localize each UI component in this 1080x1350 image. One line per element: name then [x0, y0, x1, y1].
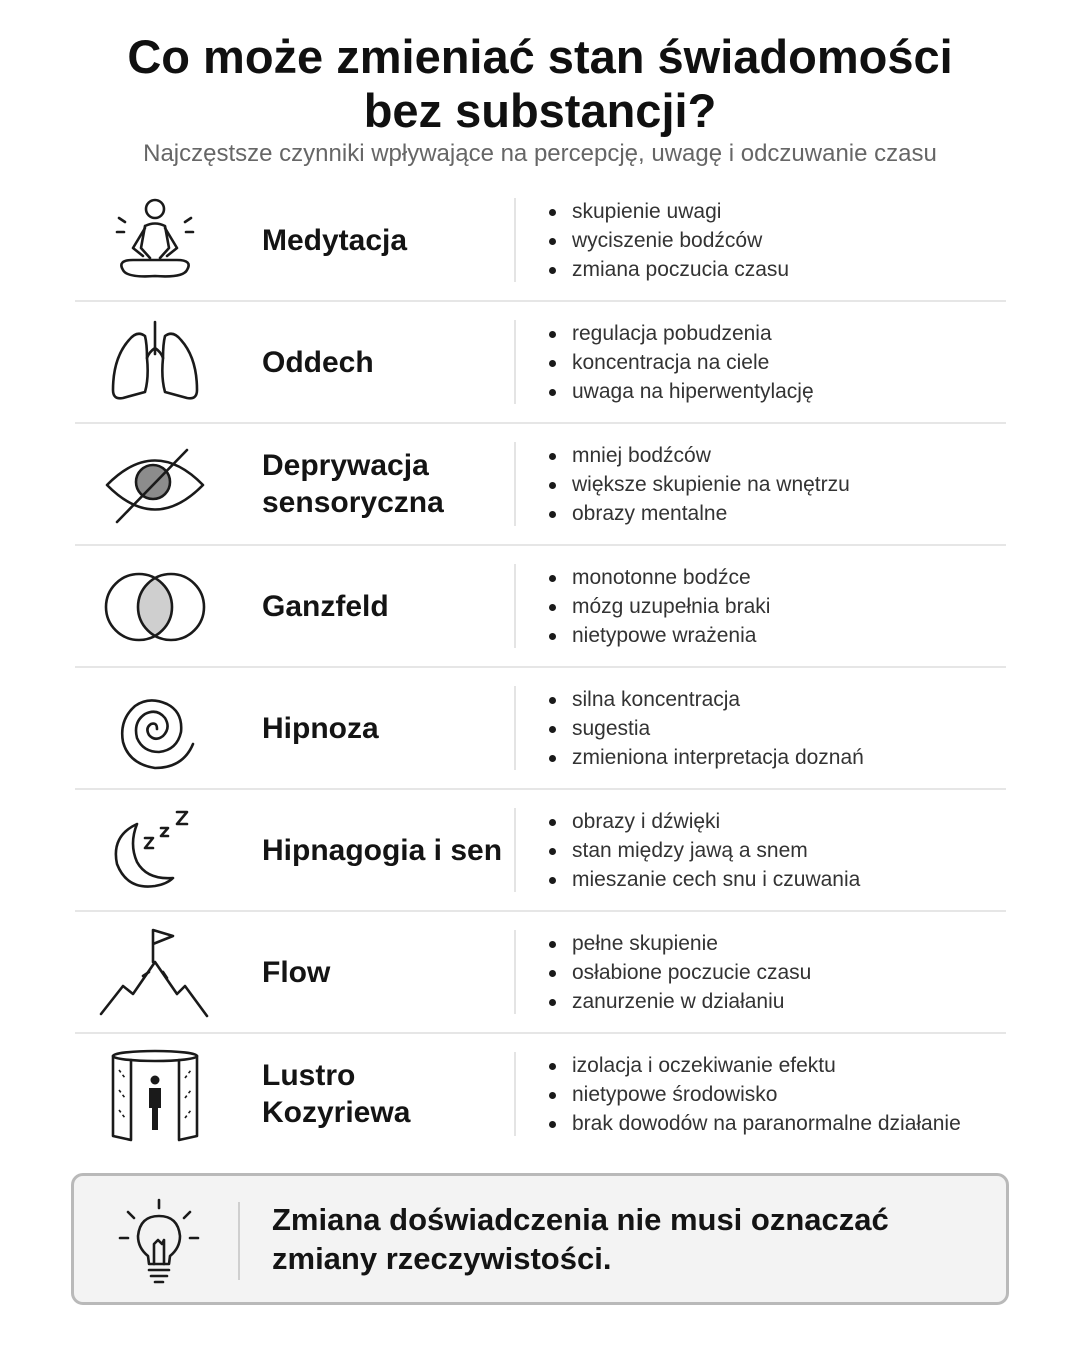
- bullet-item: nietypowe środowisko: [545, 1080, 1005, 1109]
- bullet-item: mózg uzupełnia braki: [545, 592, 1005, 621]
- conclusion-text: [272, 1176, 972, 1302]
- factor-row-medytacja: [75, 180, 1006, 302]
- bullet-item: uwaga na hiperwentylację: [545, 377, 1005, 406]
- bullet-item: stan między jawą a snem: [545, 836, 1005, 865]
- factor-row-flow: [75, 912, 1006, 1034]
- bullet-item: izolacja i oczekiwanie efektu: [545, 1051, 1005, 1080]
- factor-name: Oddech: [262, 345, 374, 379]
- bullet-item: większe skupienie na wnętrzu: [545, 470, 1005, 499]
- factor-name: Hipnagogia i sen: [262, 833, 503, 867]
- factor-row-oddech: [75, 302, 1006, 424]
- bullet-item: pełne skupienie: [545, 929, 1005, 958]
- row-divider: [514, 930, 516, 1014]
- eye-crossed-icon: [97, 440, 213, 530]
- conclusion-line-2: zmiany rzeczywistości.: [272, 1241, 612, 1276]
- overlapping-circles-icon: [97, 562, 213, 652]
- bullet-item: skupienie uwagi: [545, 197, 1005, 226]
- factor-name: Lustro Kozyriewa: [262, 1059, 411, 1129]
- page-title: [0, 30, 1080, 138]
- factor-bullets: [545, 912, 1005, 1032]
- factor-name: Deprywacja sensoryczna: [262, 449, 444, 519]
- factor-bullets: [545, 790, 1005, 910]
- bullet-item: obrazy i dźwięki: [545, 807, 1005, 836]
- factor-name: Flow: [262, 955, 331, 989]
- factor-bullets: [545, 668, 1005, 788]
- factor-name: Medytacja: [262, 223, 408, 257]
- bullet-item: osłabione poczucie czasu: [545, 958, 1005, 987]
- factor-bullets: [545, 546, 1005, 666]
- row-divider: [514, 442, 516, 526]
- row-divider: [514, 198, 516, 282]
- bullet-item: brak dowodów na paranormalne działanie: [545, 1109, 1005, 1138]
- bullet-item: wyciszenie bodźców: [545, 226, 1005, 255]
- row-divider: [514, 1052, 516, 1136]
- conclusion-callout: [71, 1173, 1009, 1305]
- bullet-item: mieszanie cech snu i czuwania: [545, 865, 1005, 894]
- bullet-item: zmieniona interpretacja doznań: [545, 743, 1005, 772]
- factor-row-hipnoza: [75, 668, 1006, 790]
- bullet-item: sugestia: [545, 714, 1005, 743]
- page-subtitle: Najczęstsze czynniki wpływające na percepcję, uwagę i odczuwanie czasu: [143, 140, 937, 167]
- factor-bullets: [545, 302, 1005, 422]
- factor-row-hipnagogia: [75, 790, 1006, 912]
- row-divider: [514, 320, 516, 404]
- bullet-item: zmiana poczucia czasu: [545, 255, 1005, 284]
- row-divider: [514, 808, 516, 892]
- row-divider: [514, 686, 516, 770]
- factor-name: Ganzfeld: [262, 589, 389, 623]
- factor-row-deprywacja: [75, 424, 1006, 546]
- bullet-item: mniej bodźców: [545, 441, 1005, 470]
- meditation-icon: [97, 196, 213, 286]
- callout-divider: [238, 1202, 240, 1280]
- lightbulb-icon: [114, 1196, 204, 1286]
- row-divider: [514, 564, 516, 648]
- bullet-item: monotonne bodźce: [545, 563, 1005, 592]
- factor-row-ganzfeld: [75, 546, 1006, 668]
- factor-bullets: [545, 180, 1005, 300]
- spiral-icon: [97, 684, 213, 774]
- moon-sleep-icon: [97, 806, 213, 896]
- bullet-item: regulacja pobudzenia: [545, 319, 1005, 348]
- conclusion-line-1: Zmiana doświadczenia nie musi oznaczać: [272, 1202, 889, 1237]
- lungs-icon: [97, 318, 213, 408]
- factor-bullets: [545, 424, 1005, 544]
- factor-bullets: [545, 1034, 1005, 1154]
- bullet-item: silna koncentracja: [545, 685, 1005, 714]
- factor-row-lustro: [75, 1034, 1006, 1156]
- mirror-chamber-icon: [97, 1050, 213, 1140]
- bullet-item: nietypowe wrażenia: [545, 621, 1005, 650]
- factor-list: [75, 180, 1006, 1156]
- title-line-1: Co może zmieniać stan świadomości: [127, 30, 953, 83]
- bullet-item: koncentracja na ciele: [545, 348, 1005, 377]
- bullet-item: obrazy mentalne: [545, 499, 1005, 528]
- mountain-flag-icon: [97, 928, 213, 1018]
- factor-name: Hipnoza: [262, 711, 379, 745]
- title-line-2: bez substancji?: [363, 84, 717, 137]
- bullet-item: zanurzenie w działaniu: [545, 987, 1005, 1016]
